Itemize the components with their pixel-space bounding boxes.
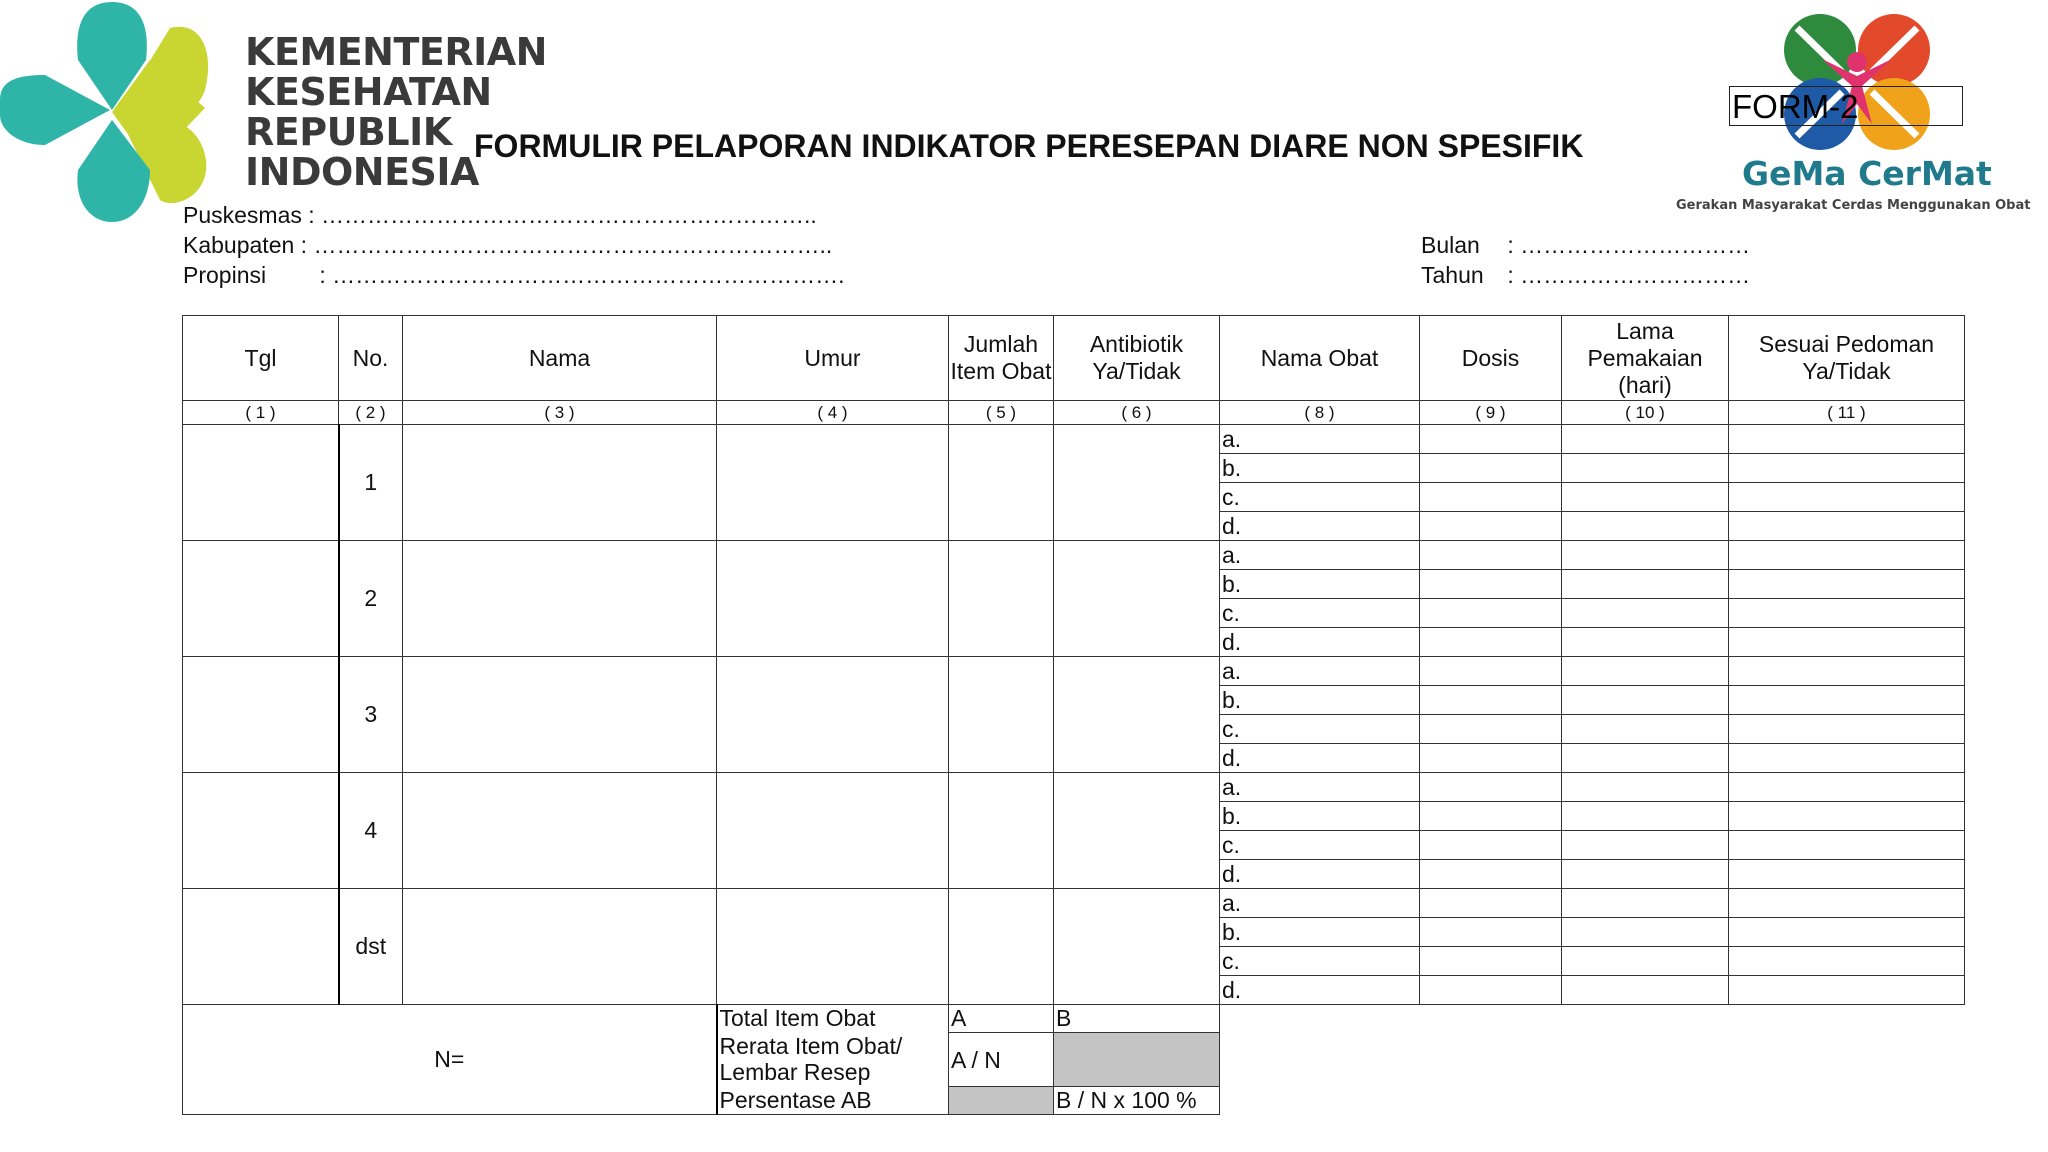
- nama-obat-cell: c.: [1220, 483, 1420, 512]
- table-row: [183, 541, 1965, 570]
- ministry-line-3: REPUBLIK: [245, 110, 452, 154]
- no-cell: 3: [339, 657, 403, 773]
- dosis-cell: [1420, 570, 1562, 599]
- value-a: A: [949, 1005, 1054, 1033]
- dosis-cell: [1420, 831, 1562, 860]
- tahun-value: : …………………………: [1507, 262, 1751, 288]
- umur-cell: [717, 889, 949, 1005]
- table-row: [183, 889, 1965, 918]
- sesuai-pedoman-cell: [1729, 773, 1965, 802]
- sesuai-pedoman-cell: [1729, 889, 1965, 918]
- tahun-label: Tahun: [1421, 262, 1484, 288]
- kemenkes-logo: [0, 0, 547, 225]
- colnum-2: ( 2 ): [339, 401, 403, 425]
- lama-pemakaian-cell: [1562, 802, 1729, 831]
- lama-pemakaian-cell: [1562, 541, 1729, 570]
- propinsi-value: : ………………………………………………………….: [319, 262, 845, 288]
- colnum-1: ( 1 ): [183, 401, 339, 425]
- lama-pemakaian-cell: [1562, 686, 1729, 715]
- colnum-11: ( 11 ): [1729, 401, 1965, 425]
- sesuai-pedoman-cell: [1729, 831, 1965, 860]
- summary-blank: [1220, 1005, 1965, 1033]
- colnum-10: ( 10 ): [1562, 401, 1729, 425]
- sesuai-pedoman-cell: [1729, 512, 1965, 541]
- meta-bulan: [1421, 232, 1750, 259]
- kabupaten-label: Kabupaten: [183, 232, 295, 258]
- table-row: [183, 425, 1965, 454]
- lama-pemakaian-cell: [1562, 744, 1729, 773]
- header-nama-obat: Nama Obat: [1220, 316, 1420, 401]
- gema-name: GeMa CerMat: [1742, 154, 1992, 193]
- header-jumlah-item-obat: Jumlah Item Obat: [949, 316, 1054, 401]
- nama-obat-cell: a.: [1220, 773, 1420, 802]
- sesuai-pedoman-cell: [1729, 454, 1965, 483]
- summary-section: [183, 1005, 1965, 1115]
- n-label: N=: [183, 1005, 717, 1115]
- table-row: [183, 773, 1965, 802]
- colnum-4: ( 4 ): [717, 401, 949, 425]
- antibiotik-cell: [1054, 541, 1220, 657]
- nama-cell: [403, 425, 717, 541]
- no-cell: 4: [339, 773, 403, 889]
- umur-cell: [717, 425, 949, 541]
- lama-pemakaian-cell: [1562, 483, 1729, 512]
- colnum-8: ( 8 ): [1220, 401, 1420, 425]
- grey-cell: [949, 1087, 1054, 1115]
- lama-pemakaian-cell: [1562, 454, 1729, 483]
- header-sesuai-pedoman: Sesuai Pedoman Ya/Tidak: [1729, 316, 1965, 401]
- nama-obat-cell: d.: [1220, 628, 1420, 657]
- nama-obat-cell: b.: [1220, 570, 1420, 599]
- column-number-row: [183, 401, 1965, 425]
- a-over-n: A / N: [949, 1033, 1054, 1087]
- no-cell: dst: [339, 889, 403, 1005]
- puskesmas-label: Puskesmas: [183, 202, 302, 228]
- tgl-cell: [183, 889, 339, 1005]
- dosis-cell: [1420, 425, 1562, 454]
- bulan-label: Bulan: [1421, 232, 1480, 258]
- rerata-item-obat-label: Rerata Item Obat/ Lembar Resep: [717, 1033, 949, 1087]
- nama-obat-cell: c.: [1220, 947, 1420, 976]
- nama-cell: [403, 889, 717, 1005]
- antibiotik-cell: [1054, 889, 1220, 1005]
- jumlah-item-cell: [949, 773, 1054, 889]
- sesuai-pedoman-cell: [1729, 860, 1965, 889]
- jumlah-item-cell: [949, 541, 1054, 657]
- antibiotik-cell: [1054, 657, 1220, 773]
- nama-cell: [403, 773, 717, 889]
- bulan-value: : …………………………: [1507, 232, 1751, 258]
- no-cell: 2: [339, 541, 403, 657]
- jumlah-item-cell: [949, 657, 1054, 773]
- dosis-cell: [1420, 454, 1562, 483]
- header-dosis: Dosis: [1420, 316, 1562, 401]
- ministry-line-2: KESEHATAN: [245, 70, 492, 114]
- summary-row: [183, 1005, 1965, 1033]
- document-title: FORMULIR PELAPORAN INDIKATOR PERESEPAN DIARE NON SPESIFIK: [474, 128, 1584, 164]
- nama-obat-cell: a.: [1220, 889, 1420, 918]
- sesuai-pedoman-cell: [1729, 657, 1965, 686]
- meta-kabupaten: [183, 232, 832, 259]
- sesuai-pedoman-cell: [1729, 918, 1965, 947]
- colnum-9: ( 9 ): [1420, 401, 1562, 425]
- lama-pemakaian-cell: [1562, 831, 1729, 860]
- sesuai-pedoman-cell: [1729, 715, 1965, 744]
- nama-obat-cell: d.: [1220, 744, 1420, 773]
- dosis-cell: [1420, 802, 1562, 831]
- sesuai-pedoman-cell: [1729, 976, 1965, 1005]
- lama-pemakaian-cell: [1562, 657, 1729, 686]
- nama-obat-cell: d.: [1220, 860, 1420, 889]
- puskesmas-value: : ………………………………………………………..: [308, 202, 817, 228]
- dosis-cell: [1420, 918, 1562, 947]
- dosis-cell: [1420, 976, 1562, 1005]
- b-over-n-pct: B / N x 100 %: [1054, 1087, 1220, 1115]
- nama-obat-cell: b.: [1220, 802, 1420, 831]
- table-row: [183, 657, 1965, 686]
- nama-obat-cell: a.: [1220, 541, 1420, 570]
- meta-puskesmas: [183, 202, 817, 229]
- dosis-cell: [1420, 512, 1562, 541]
- ministry-line-4: INDONESIA: [245, 150, 479, 194]
- header-no: No.: [339, 316, 403, 401]
- tgl-cell: [183, 657, 339, 773]
- value-b: B: [1054, 1005, 1220, 1033]
- dosis-cell: [1420, 947, 1562, 976]
- dosis-cell: [1420, 889, 1562, 918]
- sesuai-pedoman-cell: [1729, 570, 1965, 599]
- lama-pemakaian-cell: [1562, 889, 1729, 918]
- grey-cell: [1054, 1033, 1220, 1087]
- nama-obat-cell: d.: [1220, 512, 1420, 541]
- summary-blank: [1220, 1033, 1965, 1087]
- header-lama-pemakaian: Lama Pemakaian (hari): [1562, 316, 1729, 401]
- lama-pemakaian-cell: [1562, 947, 1729, 976]
- umur-cell: [717, 541, 949, 657]
- header-antibiotik: Antibiotik Ya/Tidak: [1054, 316, 1220, 401]
- report-table: [182, 315, 1965, 1115]
- antibiotik-cell: [1054, 773, 1220, 889]
- header-umur: Umur: [717, 316, 949, 401]
- nama-obat-cell: b.: [1220, 686, 1420, 715]
- nama-cell: [403, 541, 717, 657]
- lama-pemakaian-cell: [1562, 599, 1729, 628]
- tgl-cell: [183, 773, 339, 889]
- meta-tahun: [1421, 262, 1750, 289]
- dosis-cell: [1420, 744, 1562, 773]
- dosis-cell: [1420, 628, 1562, 657]
- dosis-cell: [1420, 860, 1562, 889]
- tgl-cell: [183, 425, 339, 541]
- sesuai-pedoman-cell: [1729, 628, 1965, 657]
- header-nama: Nama: [403, 316, 717, 401]
- form-code-box: FORM-2: [1729, 86, 1963, 126]
- nama-obat-cell: c.: [1220, 831, 1420, 860]
- nama-obat-cell: d.: [1220, 976, 1420, 1005]
- nama-obat-cell: c.: [1220, 599, 1420, 628]
- colnum-6: ( 6 ): [1054, 401, 1220, 425]
- nama-obat-cell: b.: [1220, 454, 1420, 483]
- lama-pemakaian-cell: [1562, 512, 1729, 541]
- nama-obat-cell: a.: [1220, 657, 1420, 686]
- sesuai-pedoman-cell: [1729, 744, 1965, 773]
- dosis-cell: [1420, 657, 1562, 686]
- dosis-cell: [1420, 773, 1562, 802]
- table-body: [183, 425, 1965, 1005]
- dosis-cell: [1420, 715, 1562, 744]
- nama-obat-cell: b.: [1220, 918, 1420, 947]
- jumlah-item-cell: [949, 425, 1054, 541]
- umur-cell: [717, 773, 949, 889]
- tgl-cell: [183, 541, 339, 657]
- sesuai-pedoman-cell: [1729, 947, 1965, 976]
- nama-obat-cell: c.: [1220, 715, 1420, 744]
- kemenkes-leaf-icon: [0, 0, 240, 225]
- summary-blank: [1220, 1087, 1965, 1115]
- header-tgl: Tgl: [183, 316, 339, 401]
- lama-pemakaian-cell: [1562, 860, 1729, 889]
- total-item-obat-label: Total Item Obat: [717, 1005, 949, 1033]
- no-cell: 1: [339, 425, 403, 541]
- sesuai-pedoman-cell: [1729, 425, 1965, 454]
- sesuai-pedoman-cell: [1729, 686, 1965, 715]
- nama-cell: [403, 657, 717, 773]
- dosis-cell: [1420, 483, 1562, 512]
- lama-pemakaian-cell: [1562, 425, 1729, 454]
- lama-pemakaian-cell: [1562, 628, 1729, 657]
- sesuai-pedoman-cell: [1729, 599, 1965, 628]
- propinsi-label: Propinsi: [183, 262, 267, 288]
- nama-obat-cell: a.: [1220, 425, 1420, 454]
- lama-pemakaian-cell: [1562, 976, 1729, 1005]
- sesuai-pedoman-cell: [1729, 483, 1965, 512]
- gema-tagline: Gerakan Masyarakat Cerdas Menggunakan Obat: [1676, 198, 2031, 213]
- umur-cell: [717, 657, 949, 773]
- sesuai-pedoman-cell: [1729, 541, 1965, 570]
- header-row: [183, 316, 1965, 401]
- sesuai-pedoman-cell: [1729, 802, 1965, 831]
- lama-pemakaian-cell: [1562, 773, 1729, 802]
- dosis-cell: [1420, 599, 1562, 628]
- lama-pemakaian-cell: [1562, 570, 1729, 599]
- gema-cermat-icon: [1772, 14, 1942, 154]
- lama-pemakaian-cell: [1562, 918, 1729, 947]
- persentase-ab-label: Persentase AB: [717, 1087, 949, 1115]
- antibiotik-cell: [1054, 425, 1220, 541]
- colnum-3: ( 3 ): [403, 401, 717, 425]
- jumlah-item-cell: [949, 889, 1054, 1005]
- kabupaten-value: : …………………………………………………………..: [300, 232, 833, 258]
- lama-pemakaian-cell: [1562, 715, 1729, 744]
- ministry-line-1: KEMENTERIAN: [245, 30, 547, 74]
- meta-propinsi: [183, 262, 845, 289]
- colnum-5: ( 5 ): [949, 401, 1054, 425]
- dosis-cell: [1420, 686, 1562, 715]
- dosis-cell: [1420, 541, 1562, 570]
